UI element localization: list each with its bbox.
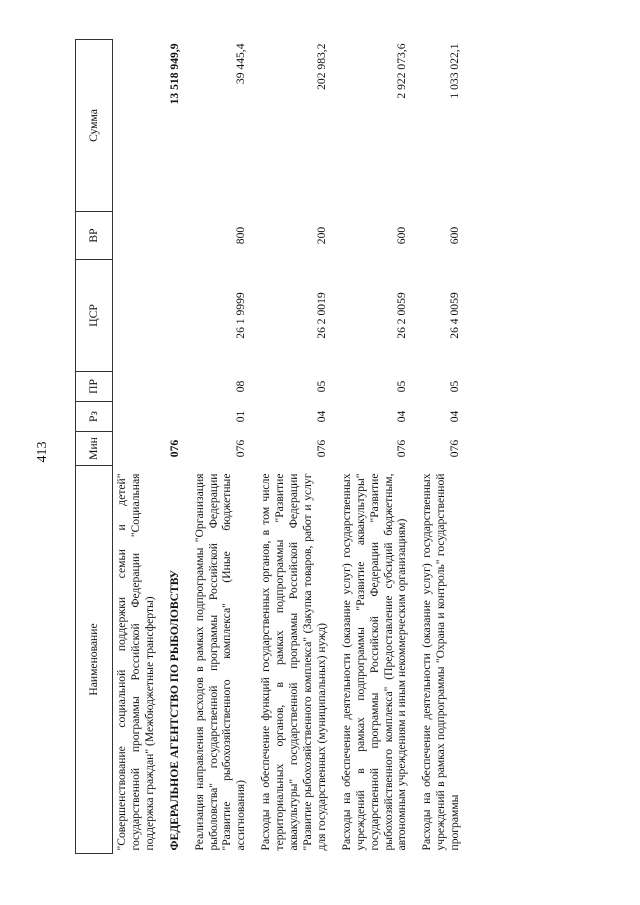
row-rz: 01 [234,410,248,423]
row-min: 076 [167,439,181,458]
row-pr: 08 [234,380,248,393]
rotated-table-wrapper [75,40,610,854]
row-vr [163,212,188,260]
budget-table-container [75,40,610,854]
row-rz: 04 [314,410,328,423]
row-name: Расходы на обеспечение деятельности (оказание услуг) государственных учреждений в рамках подпрограммы "Развитие аквакультуры" государственной программы Российской Федерации "Развитие рыбохозяйственного комплекса" (Предоставление субсидий бюджетным, автономным учреждениям и иным некоммерческим организациям) [339,473,409,851]
row-sum: 1 033 022,1 [448,43,462,99]
table-row [254,40,335,854]
table-row [335,40,416,854]
budget-table [75,39,468,854]
row-vr: 600 [448,226,462,245]
header-rz: Рз [76,402,113,432]
table-row [188,40,255,854]
table-row [415,40,468,854]
page-number-text: 413 [35,441,50,463]
table-row-agency [163,40,188,854]
row-csr [113,260,163,372]
row-name: ФЕДЕРАЛЬНОЕ АГЕНТСТВО ПО РЫБОЛОВСТВУ [167,569,181,851]
page-number [36,440,50,464]
row-pr [163,372,188,402]
table-row [113,40,163,854]
row-rz [163,402,188,432]
header-name: Наименование [76,466,113,854]
row-vr [113,212,163,260]
row-pr: 05 [395,380,409,393]
row-sum: 2 922 073,6 [395,43,409,99]
header-sum: Сумма [76,40,113,212]
row-sum: 39 445,4 [234,43,248,85]
row-csr: 26 2 0019 [314,292,328,339]
row-csr: 26 1 9999 [234,292,248,339]
row-vr: 800 [234,226,248,245]
row-name: Расходы на обеспечение деятельности (оказание услуг) государственных учреждений в рамках подпрограммы "Охрана и контроль" государственной программы [420,473,462,851]
row-vr: 600 [395,226,409,245]
row-min: 076 [234,439,248,458]
row-csr: 26 2 0059 [395,292,409,339]
row-name: Расходы на обеспечение функций государственных органов, в том числе территориальных органов, в рамках подпрограммы "Развитие аквакультуры" государственной программы Российской Федерации "Развитие рыбохозяйственного комплекса" (Закупка товаров, работ и услуг для государственных (муниципальных) нужд) [259,473,328,851]
row-csr [163,260,188,372]
table-header-row [76,40,113,854]
row-sum: 202 983,2 [314,43,328,90]
row-pr [113,372,163,402]
row-name: Реализация направления расходов в рамках подпрограммы "Организация рыболовства" государственной программы Российской Федерации "Развитие рыбохозяйственного комплекса" (Иные бюджетные ассигнования) [192,473,248,851]
row-name: "Совершенствование социальной поддержки семьи и детей" государственной программы Российской Федерации "Социальная поддержка граждан" (Межбюджетные трансферты) [115,473,156,851]
row-min: 076 [448,439,462,458]
header-pr: ПР [76,372,113,402]
header-min: Мин [76,432,113,466]
row-sum [113,40,163,212]
header-csr: ЦСР [76,260,113,372]
row-rz: 04 [448,410,462,423]
row-rz: 04 [395,410,409,423]
row-min [113,432,163,466]
row-min: 076 [314,439,328,458]
row-vr: 200 [314,226,328,245]
row-pr: 05 [314,380,328,393]
row-min: 076 [395,439,409,458]
row-rz [113,402,163,432]
row-sum: 13 518 949,9 [167,43,181,105]
row-csr: 26 4 0059 [448,292,462,339]
row-pr: 05 [448,380,462,393]
header-vr: ВР [76,212,113,260]
